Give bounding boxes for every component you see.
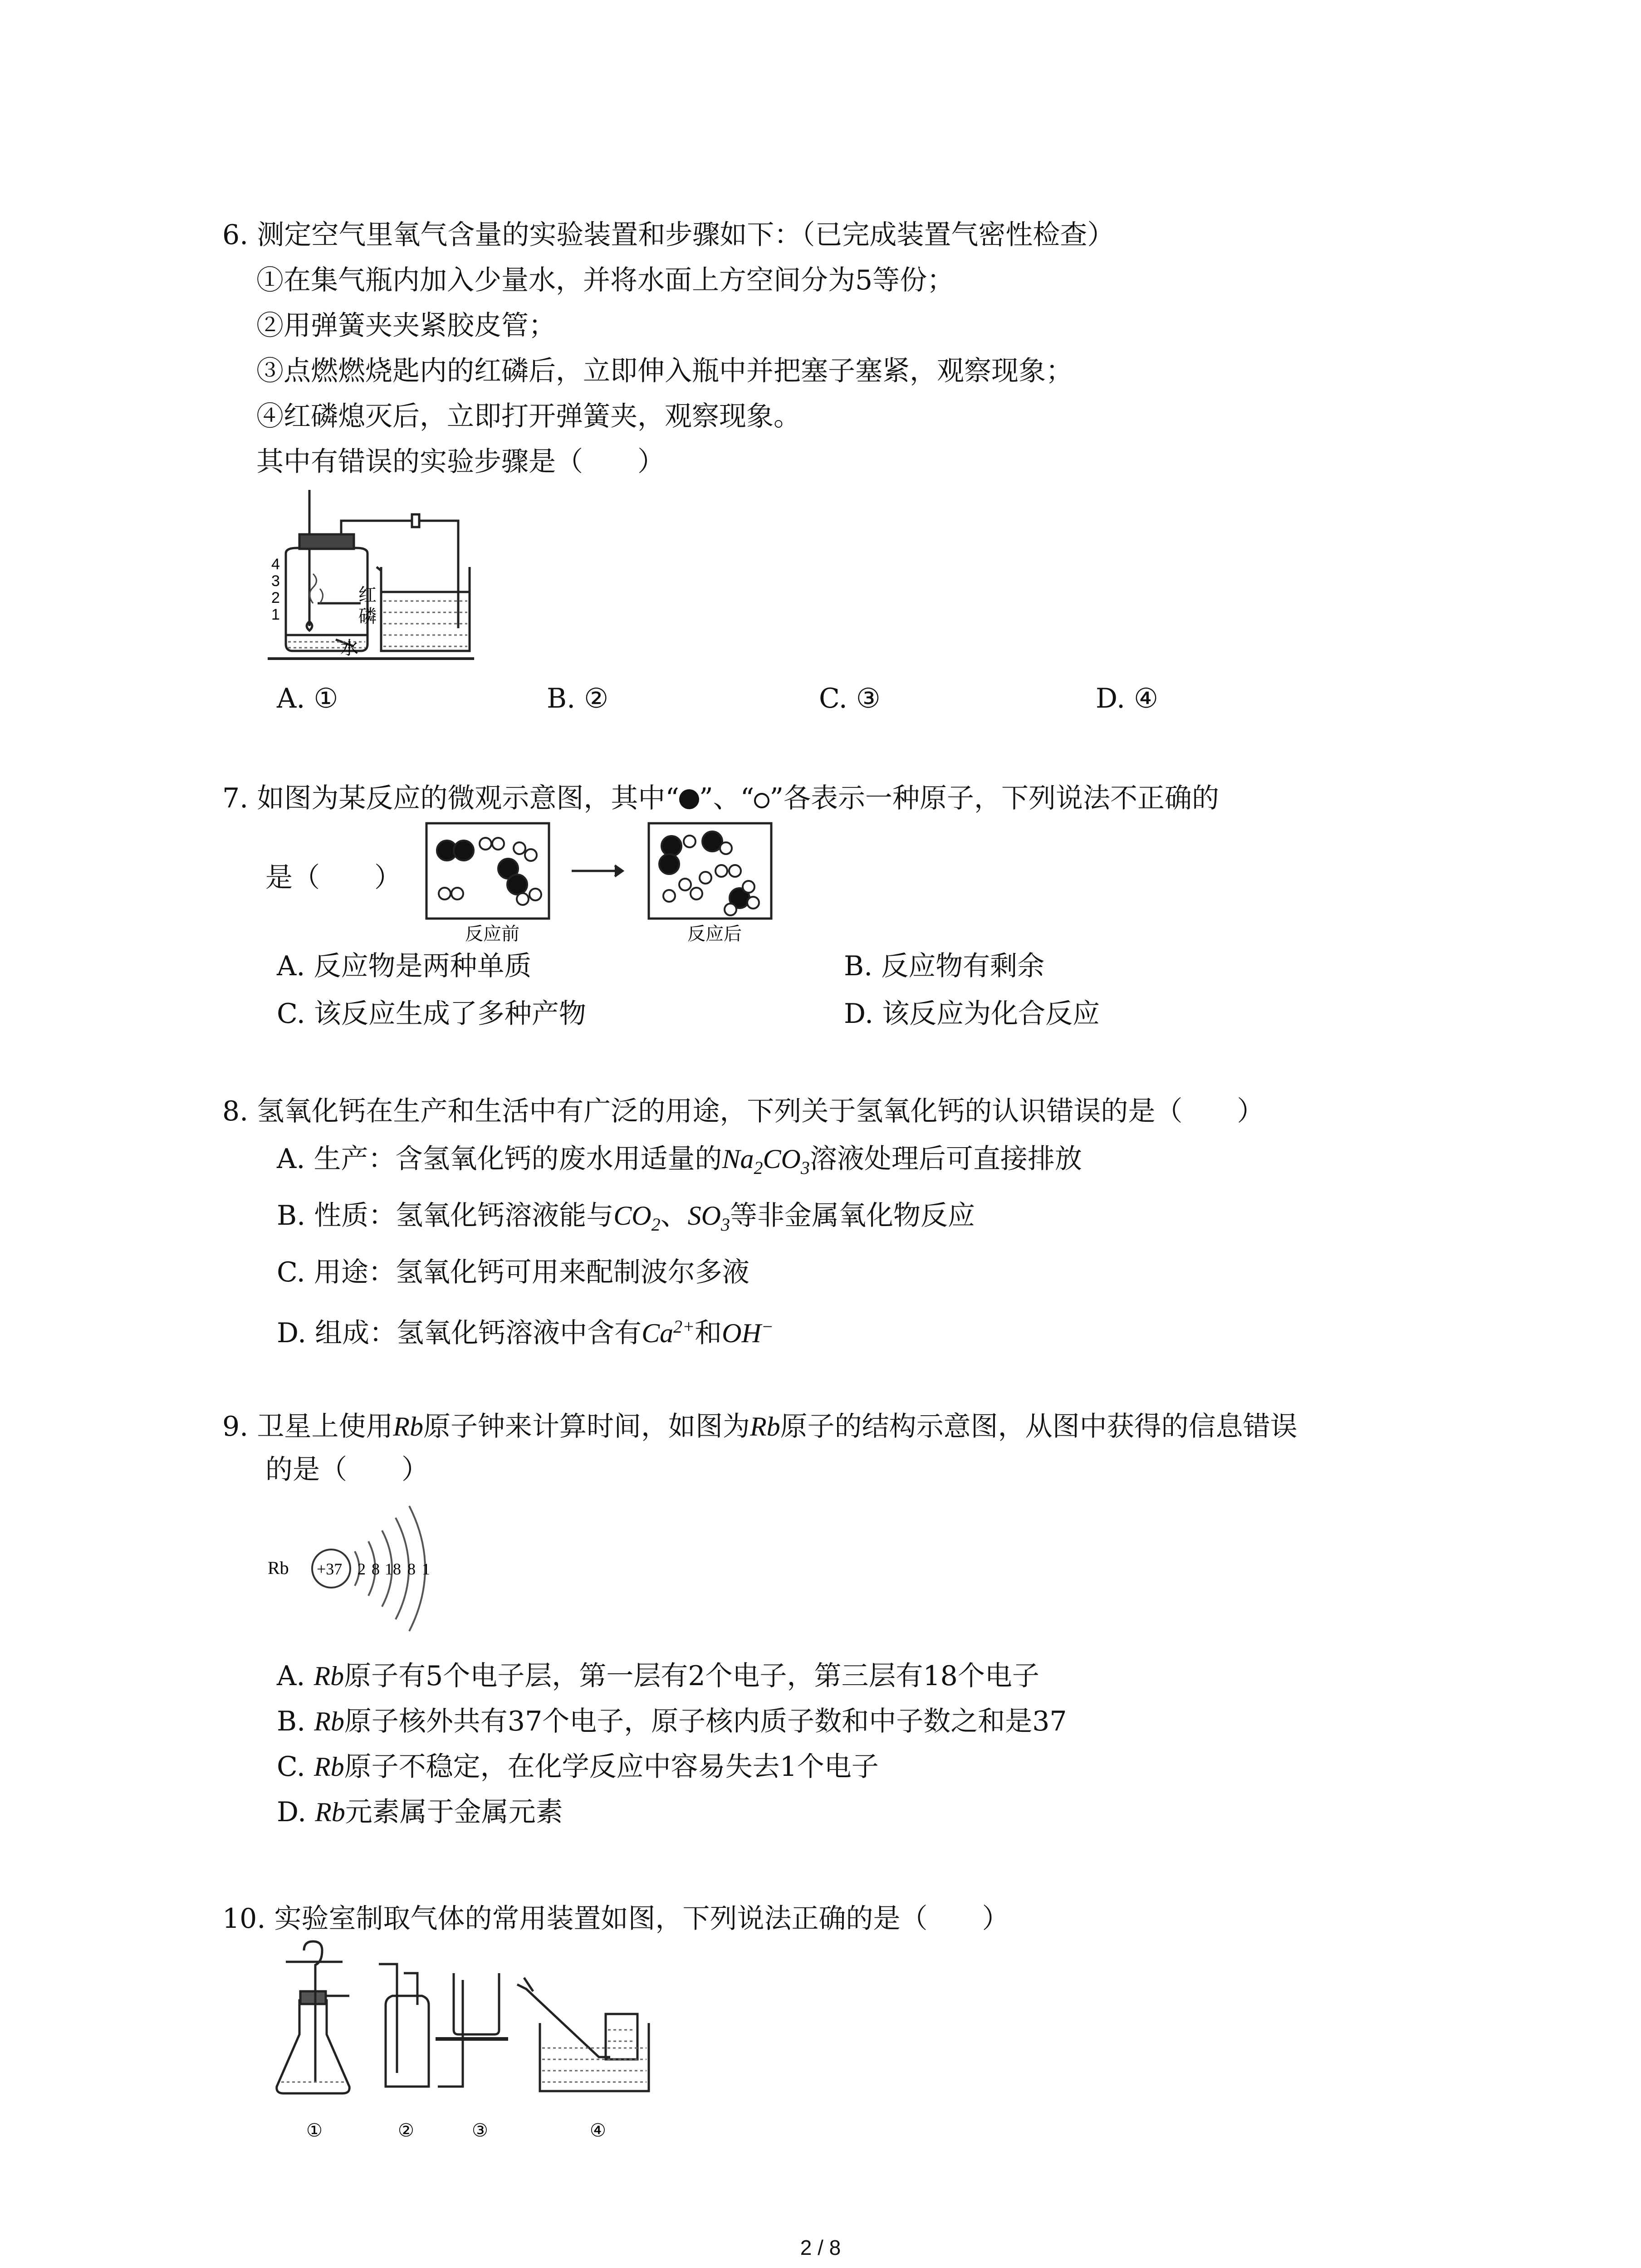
q7-before-label: 反应前 <box>465 924 519 944</box>
q9-stem <box>222 1408 1298 1445</box>
q6-step-1: ①在集气瓶内加入少量水，并将水面上方空间分为5等份； <box>256 264 955 296</box>
q8-option-b <box>277 1198 975 1243</box>
q7-option-d: D. 该反应为化合反应 <box>844 998 1100 1030</box>
q8-b-co-sub: 2 <box>651 1214 661 1235</box>
q9-b-text: 原子核外共有37个电子，原子核内质子数和中子数之和是37 <box>344 1706 1067 1737</box>
q9-option-a <box>277 1658 1039 1694</box>
q8-a-prefix: A. 生产：含氢氧化钙的废水用适量的 <box>277 1143 722 1175</box>
q7-stem-line2: 是（ ） <box>265 862 402 894</box>
q7-reaction-figure <box>422 816 776 948</box>
q6-mark-3: 3 <box>271 572 280 590</box>
q8-b-prefix: B. 性质：氢氧化钙溶液能与 <box>277 1200 614 1232</box>
q6-label-red: 红 <box>358 585 377 606</box>
q7-option-c: C. 该反应生成了多种产物 <box>277 998 586 1030</box>
q7-stem <box>222 780 1219 816</box>
q6-step-4: ④红磷熄灭后，立即打开弹簧夹，观察现象。 <box>256 401 801 432</box>
q6-step-2: ②用弹簧夹夹紧胶皮管； <box>256 310 556 342</box>
q9-a-letter: A. <box>277 1660 305 1692</box>
q8-d-oh-sup: − <box>761 1316 774 1337</box>
q6-mark-1: 1 <box>271 606 280 623</box>
q9-d-text: 元素属于金属元素 <box>345 1796 563 1828</box>
q8-option-a <box>277 1141 1082 1186</box>
q9-atom-structure-figure <box>268 1492 458 1642</box>
q8-b-co: CO <box>613 1201 652 1231</box>
q9-c-rb: Rb <box>314 1752 344 1782</box>
q10-apparatus-figure <box>272 1937 726 2146</box>
q9-fig-shell-2: 8 <box>372 1560 380 1578</box>
q6-question: 其中有错误的实验步骤是（ ） <box>256 446 665 478</box>
q9-option-b <box>277 1703 1067 1740</box>
q8-d-ca: Ca <box>642 1318 674 1348</box>
q6-stem: 6. 测定空气里氧气含量的实验装置和步骤如下：（已完成装置气密性检查） <box>222 219 1115 251</box>
q9-stem-part-b: 原子钟来计算时间，如图为 <box>423 1411 750 1442</box>
q9-fig-nucleus: +37 <box>317 1560 343 1578</box>
q8-stem: 8. 氢氧化钙在生产和生活中有广泛的用途，下列关于氢氧化钙的认识错误的是（ ） <box>222 1095 1264 1127</box>
q8-d-ca-sup: 2+ <box>673 1316 695 1337</box>
black-atom-icon <box>679 789 699 809</box>
q8-option-d <box>277 1309 774 1351</box>
q9-fig-shell-1: 2 <box>358 1560 366 1578</box>
q6-mark-4: 4 <box>271 556 280 573</box>
q8-b-suffix: 等非金属氧化物反应 <box>730 1200 975 1232</box>
q6-step-3: ③点燃燃烧匙内的红磷后，立即伸入瓶中并把塞子塞紧，观察现象； <box>256 355 1073 387</box>
q9-stem-rb-1: Rb <box>393 1412 423 1442</box>
q9-d-letter: D. <box>277 1796 307 1828</box>
q7-after-label: 反应后 <box>687 924 742 944</box>
q9-option-d <box>277 1794 563 1830</box>
q8-a-sub-3: 3 <box>800 1158 810 1178</box>
q9-stem-rb-2: Rb <box>749 1412 780 1442</box>
q7-stem-part-a: 7. 如图为某反应的微观示意图，其中“ <box>222 782 679 814</box>
q9-b-letter: B. <box>277 1706 306 1737</box>
q10-label-1: ① <box>306 2120 323 2141</box>
q6-label-phosphorus: 磷 <box>358 606 377 627</box>
q9-stem-part-c: 原子的结构示意图，从图中获得的信息错误 <box>780 1411 1298 1442</box>
q6-option-b: B. ② <box>547 683 609 714</box>
q6-option-c: C. ③ <box>819 683 881 714</box>
q7-option-b: B. 反应物有剩余 <box>844 950 1045 982</box>
q8-b-so: SO <box>687 1201 721 1231</box>
q9-fig-shell-5: 1 <box>422 1560 430 1578</box>
q8-a-chem-co: CO <box>763 1144 801 1174</box>
q8-b-sep: 、 <box>660 1200 688 1232</box>
q10-stem: 10. 实验室制取气体的常用装置如图，下列说法正确的是（ ） <box>222 1903 1009 1935</box>
q10-label-3: ③ <box>472 2120 488 2141</box>
q7-stem-part-c: ”各表示一种原子，下列说法不正确的 <box>769 782 1220 814</box>
q8-b-so-sub: 3 <box>720 1214 730 1235</box>
q8-d-and: 和 <box>695 1317 722 1349</box>
q9-stem-part-a: 9. 卫星上使用 <box>222 1411 393 1442</box>
q9-fig-shell-3: 18 <box>385 1560 401 1578</box>
q9-fig-symbol: Rb <box>268 1558 289 1578</box>
q8-option-c: C. 用途：氢氧化钙可用来配制波尔多液 <box>277 1256 749 1288</box>
q8-a-chem-na: Na <box>722 1144 754 1174</box>
q9-stem-line2: 的是（ ） <box>265 1454 429 1486</box>
q10-label-4: ④ <box>590 2120 606 2141</box>
q8-d-oh: OH <box>722 1318 761 1348</box>
q7-option-a: A. 反应物是两种单质 <box>277 950 532 982</box>
q9-fig-shell-4: 8 <box>407 1560 416 1578</box>
page-number: 2 / 8 <box>800 2236 841 2259</box>
q7-stem-part-b: ”、“ <box>699 782 754 814</box>
q9-c-text: 原子不稳定，在化学反应中容易失去1个电子 <box>344 1751 879 1783</box>
q6-option-a: A. ① <box>277 683 338 714</box>
q6-apparatus-figure <box>268 490 476 676</box>
q8-a-suffix: 溶液处理后可直接排放 <box>809 1143 1082 1175</box>
q6-option-d: D. ④ <box>1096 683 1158 714</box>
q10-label-2: ② <box>398 2120 414 2141</box>
q8-d-prefix: D. 组成：氢氧化钙溶液中含有 <box>277 1317 642 1349</box>
q9-a-text: 原子有5个电子层，第一层有2个电子，第三层有18个电子 <box>344 1660 1039 1692</box>
q6-label-water: 水 <box>340 638 358 659</box>
q9-b-rb: Rb <box>314 1706 344 1736</box>
q6-mark-2: 2 <box>271 589 280 606</box>
q9-option-c <box>277 1749 879 1785</box>
q9-d-rb: Rb <box>315 1797 345 1827</box>
q9-a-rb: Rb <box>314 1661 344 1691</box>
white-atom-icon <box>754 793 769 808</box>
q8-a-sub-2: 2 <box>754 1158 763 1178</box>
q9-c-letter: C. <box>277 1751 305 1783</box>
